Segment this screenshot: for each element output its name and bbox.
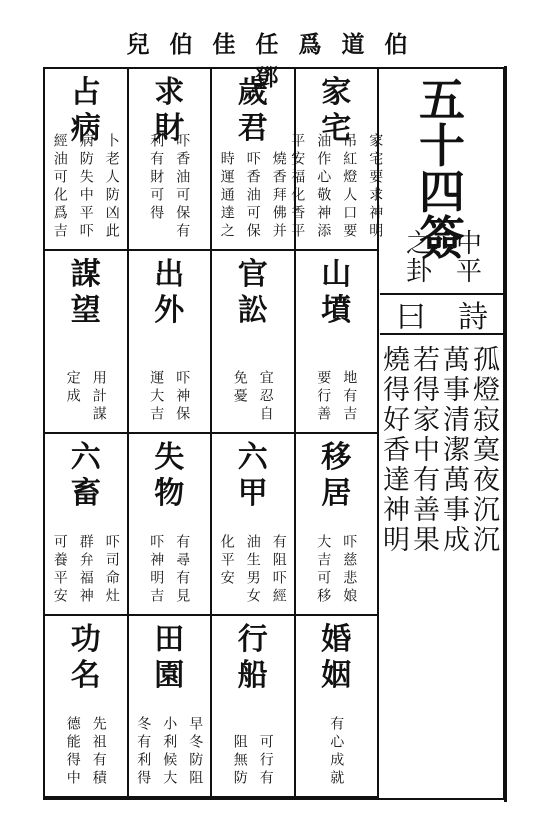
topic-text (51, 534, 121, 606)
topic-line: 要行善 (315, 369, 332, 424)
topic-cell (212, 616, 296, 798)
topic-title-char: 婚 (321, 621, 352, 657)
topic-text (218, 151, 288, 241)
topic-cell (212, 69, 296, 251)
topic-text (135, 716, 205, 788)
frame-edge (504, 66, 507, 802)
sign-char: 四 (419, 165, 465, 219)
topic-title-char: 物 (154, 475, 185, 511)
topic-line: 吓香油可保有 (174, 133, 191, 242)
topic-cell (45, 251, 129, 433)
topic-text (51, 370, 121, 424)
topic-title-char: 官 (237, 257, 268, 293)
topic-title-char: 病 (70, 111, 101, 146)
topic-title-char: 畜 (70, 475, 101, 511)
topic-title-char: 名 (70, 657, 101, 693)
topic-title (296, 257, 378, 329)
topic-cell (212, 251, 296, 433)
poem-heading (380, 295, 504, 335)
sign-grade (392, 229, 492, 285)
topic-title-char: 家 (321, 75, 352, 110)
sign-title-box (380, 69, 504, 295)
topic-title-char: 船 (237, 657, 268, 693)
topic-line: 群弁福神 (77, 533, 94, 606)
topic-text (302, 534, 372, 606)
topic-title-char: 移 (321, 439, 352, 475)
sign-panel (380, 69, 504, 798)
grade-text: 中平 (451, 229, 482, 285)
topic-text (218, 534, 288, 606)
topic-line: 利有財可得 (148, 133, 165, 224)
sign-char: 簽 (419, 211, 465, 265)
poem-line: 若得家中有善果 (408, 345, 439, 555)
topic-line: 經油可化爲吉 (51, 133, 68, 242)
topic-line: 燒香拜佛并 (270, 151, 287, 242)
topic-title-char: 墳 (321, 293, 352, 329)
topic-line: 德能得中 (64, 716, 81, 788)
topic-line: 吊紅燈人口要 (341, 133, 358, 242)
topic-title (296, 440, 378, 512)
topic-text (135, 370, 205, 424)
topic-cell (129, 434, 213, 616)
topic-line: 吓司命灶 (103, 533, 120, 606)
topic-text (302, 370, 372, 424)
topic-cell (129, 616, 213, 798)
topic-title-char: 君 (237, 111, 268, 146)
topic-title-char: 歲 (237, 75, 268, 110)
topic-title (296, 622, 378, 694)
topic-line: 卜老人防凶此 (103, 133, 120, 242)
topic-cell (45, 616, 129, 798)
topic-cell (289, 69, 384, 251)
topic-title-char: 財 (154, 111, 185, 146)
topic-title (45, 440, 127, 512)
sign-char: 五 (419, 73, 465, 127)
topic-title (212, 257, 294, 329)
topic-title-char: 宅 (321, 111, 352, 146)
topic-title (212, 440, 294, 512)
topic-line: 大吉可移 (315, 533, 332, 606)
topic-title (212, 75, 294, 147)
topic-text (289, 133, 384, 242)
topic-line: 有心成就 (328, 716, 345, 788)
topic-title-char: 望 (70, 293, 101, 329)
topic-line: 平安福化香平 (289, 133, 306, 242)
topic-title-char: 功 (70, 621, 101, 657)
topic-line: 免憂 (231, 369, 248, 406)
topic-cell (45, 434, 129, 616)
grade-suffix: 之卦 (401, 229, 432, 285)
topic-line: 家宅要求神明 (367, 133, 384, 242)
topic-line: 有阻吓經 (270, 533, 287, 606)
topic-line: 先祖有積 (90, 716, 107, 788)
topic-title-char: 出 (154, 257, 185, 293)
poem-line: 孤燈寂寞夜沉沉 (468, 345, 499, 555)
topic-line: 阻無防 (231, 734, 248, 788)
topic-text (135, 534, 205, 606)
topic-title-char: 姻 (321, 657, 352, 693)
topic-line: 定成 (64, 369, 81, 406)
topic-title-char: 謀 (70, 257, 101, 293)
topic-text (218, 734, 288, 788)
topic-title-char: 山 (321, 257, 352, 293)
topic-title (212, 622, 294, 694)
topic-line: 可養平安 (51, 533, 68, 606)
topic-line: 宜忍自 (257, 369, 274, 424)
topic-title-char: 六 (70, 439, 101, 475)
topic-title-char: 甲 (237, 475, 268, 511)
poem-heading-yue: 曰 (396, 300, 426, 335)
poem-heading-shi: 詩 (458, 300, 488, 335)
topic-title (129, 622, 211, 694)
poem-line: 萬事清潔萬事成 (438, 345, 469, 555)
topic-title (45, 622, 127, 694)
topic-line: 油生男女 (244, 533, 261, 606)
topic-line: 運大吉 (148, 369, 165, 424)
topic-cell (45, 69, 129, 251)
topic-title (129, 440, 211, 512)
topic-title-char: 求 (154, 75, 185, 110)
topic-line: 油作心敬神添 (315, 133, 332, 242)
topic-title-char: 訟 (237, 293, 268, 329)
topic-line: 吓香油可保 (244, 151, 261, 242)
poem-line: 燒得好香達神明 (378, 345, 409, 555)
topic-line: 早冬防阻 (187, 716, 204, 788)
poem (378, 345, 499, 788)
topic-cell (129, 69, 213, 251)
topic-line: 吓慈悲娘 (341, 533, 358, 606)
topic-title (129, 257, 211, 329)
topic-text (302, 716, 372, 788)
topic-line: 小利候大 (161, 716, 178, 788)
topic-cell (212, 434, 296, 616)
topic-cell (296, 251, 380, 433)
topic-text (51, 133, 121, 241)
header-title: 兒 伯 佳 任 爲 道 伯 鄧 (126, 31, 414, 91)
topic-text (51, 716, 121, 788)
sign-char: 十 (419, 119, 465, 173)
topic-line: 病防失中平吓 (77, 133, 94, 242)
topic-title-char: 失 (154, 439, 185, 475)
topic-title-char: 居 (321, 475, 352, 511)
topic-cell (296, 616, 380, 798)
topic-text (135, 133, 205, 241)
topic-cell (129, 251, 213, 433)
topic-title-char: 園 (154, 657, 185, 693)
topic-title-char: 外 (154, 293, 185, 329)
topic-line: 地有吉 (341, 369, 358, 424)
topic-grid (45, 69, 384, 798)
topic-text (218, 370, 288, 424)
topic-line: 有尋有見 (174, 533, 191, 606)
topic-cell (296, 434, 380, 616)
topic-title (45, 257, 127, 329)
topic-title-char: 六 (237, 439, 268, 475)
topic-line: 時運通達之 (218, 151, 235, 242)
topic-line: 吓神明吉 (148, 533, 165, 606)
topic-title-char: 行 (237, 621, 268, 657)
topic-line: 冬有利得 (135, 716, 152, 788)
topic-title-char: 占 (70, 75, 101, 110)
topic-line: 用計謀 (90, 369, 107, 424)
topic-title-char: 田 (154, 621, 185, 657)
topic-line: 可行有 (257, 734, 274, 788)
topic-line: 化平安 (218, 533, 235, 588)
topic-line: 吓神保 (174, 369, 191, 424)
